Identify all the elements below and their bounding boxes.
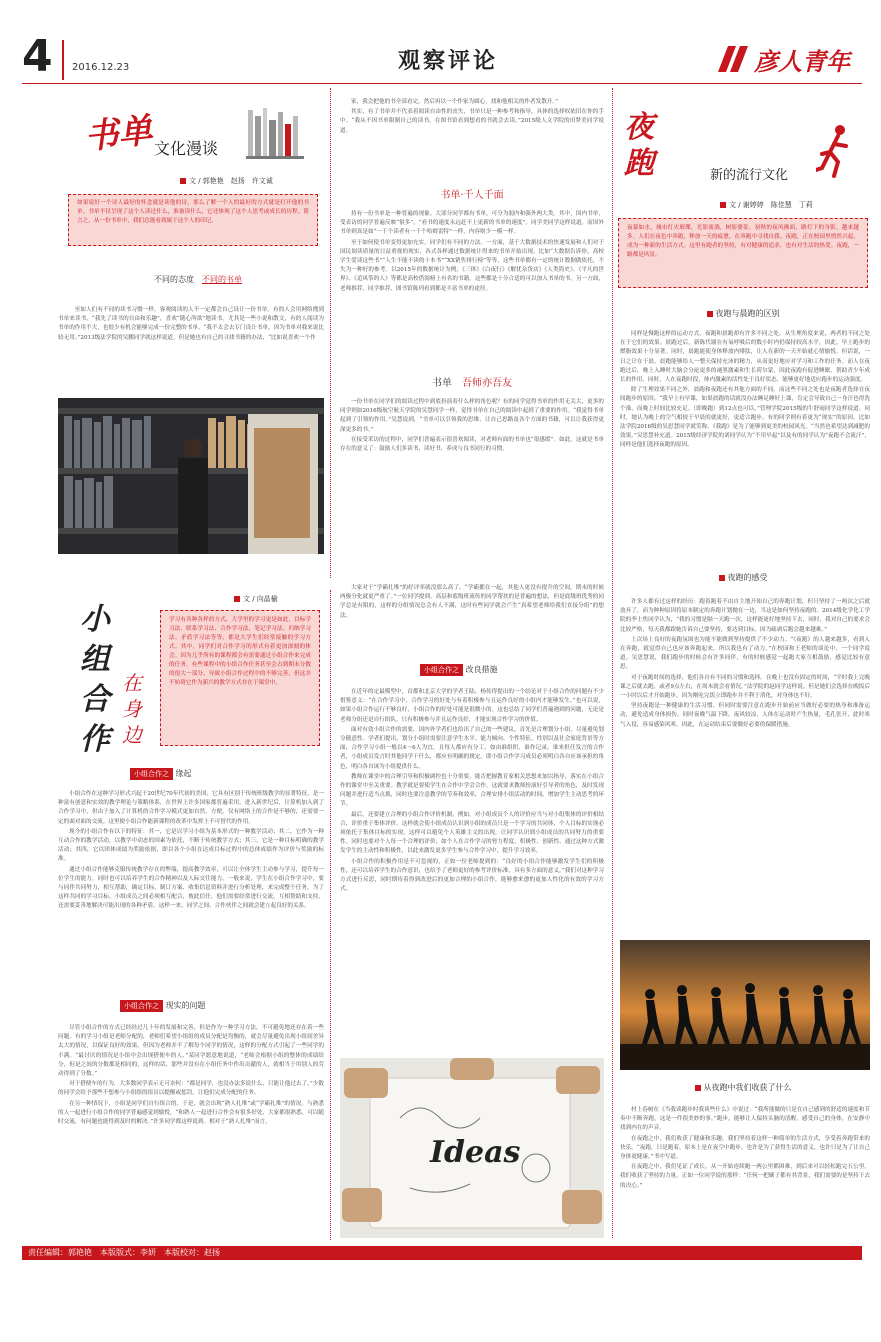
masthead-title: 彦人青年 bbox=[754, 47, 850, 76]
header-divider bbox=[62, 40, 64, 80]
books-body-1: 至如人们有不同的读书习惯一样，客观阅读的人不一定都会自己设计一份书单。有的人会用网络搜到书单来读书，“我先了读书的自由和乐趣”，喜欢“随心所欲”地读书。尤其是一些小说和散文，有的人阅读为书单的作用不大，也很少有机会能够完成一份完整的书单。“我不太会去专门设计书单，因为书单对我来说比较无用。”2013级法学院的吴鹏同学就这样说道。但是她也有自己的寻找书籍的办法，“比如说喜欢一个作 bbox=[58, 307, 324, 341]
footer-bar bbox=[22, 1246, 862, 1260]
heading-square-icon bbox=[719, 575, 725, 581]
group-intro-box bbox=[160, 610, 320, 746]
page-header bbox=[22, 31, 862, 84]
footer-credits: 责任编辑：郭艳艳 本版版式：李妍 本版校对：赵扬 bbox=[28, 1248, 220, 1257]
run-body-2: 许多人都有过这样的经历：跑着跑着不由自主地开始自己的奔跑计划，但只坚持了一两次之后就放弃了，而为种种原因将原本制定的奔跑计划抛在一边，当这是如何坚持夜跑的。2014级化学化工学院的李士焦同学认为，“我的习惯是隔一天跑一次，这样能更好地坚持下去，同时，我对自己的要求会比较严格，每天我都跟她告诉自己要坚持，要达到目标，因为疏剥后跑会越来越难。” 上次场上良好的夜跑氛围也为能不能做到坚持提供了不少动力。“《夜跑》的人越来越多，看到人在奔跑，就觉得自己也应该奔跑起来，所以我也有了动力。”在校园和王老师的谈论中，一个同学说道。吴思慧说，我们跑步的时候会有许多同伴，有的时候感觉一起跑大家互相鼓励，感觉比较有意思。 对于夜跑时间的选择，他们各自有不同的习惯和选择。在晚上也没有固定的时间，“平时我上完晚课之后就去跑，或者9点左右，在周末就会看情况。”法学院的赵同学这样说。但是她们会选择在晚饭后一小时以后才开始跑步，因为刚吃完饭立即跑步并不利于消化，对身体也不好。 坚持夜跑是一种健康的生活习惯。但同时需要注意在跑步开始前应当做好必要的热身和准备运动，避免造成身体损伤。同时夜晚气温下降，夜风较凉，人体在运动时产生热量，毛孔张开，此时寒气入侵，容易感染风寒。因此，在运动结束后要做好必要的保暖措施。 bbox=[620, 599, 870, 728]
books-heading-1: 不同的态度 不同的书单 bbox=[154, 275, 242, 284]
masthead bbox=[712, 40, 862, 74]
run-title-block bbox=[620, 108, 860, 208]
column-divider bbox=[330, 590, 331, 1240]
books-body-4: 一份书单在同学们的阅读过程中到底扮演着什么样的角色呢？有的同学觉得书单的作用无关大，更多的同学则如2016级航空航天学院的吴慧同学一样，觉得书单在自己的阅读中起到了重要的作用。“我觉得书单起到了引领的作用。”吴慧说到，“书单可以引领我的思维，让自己思路及各个方面的书籍，可以让我获得更深更多的书。” 在接受采访的过程中，同学们普遍表示很喜欢阅读，对老师有面的书单也“很感缓”。如此，这就是书单存在的意义了：鼓励人们多读书、读好书，养成与良书同行的习惯。 bbox=[340, 399, 604, 453]
books-stack-icon bbox=[246, 106, 306, 162]
books-intro: 如果说好一个诗人最好的怀念就是读他的诗，那么了解一个人的最好的方式就是打开他的书单。书单不仅呈现了这个人读过什么，准备读什么，它还体现了这个人思考或成长的历程。简言之，从一份书单中，我们总能看到属于这个人的印记。 bbox=[77, 200, 309, 224]
run-heading-3: 从夜跑中我们收获了什么 bbox=[618, 1082, 868, 1093]
group-heading-1: 小组合作之 缘起 bbox=[130, 768, 320, 780]
heading-square-icon bbox=[695, 1085, 701, 1091]
group-heading-tag: 小组合作之 bbox=[120, 1000, 163, 1012]
byline-square-icon bbox=[234, 596, 240, 602]
group-heading-tag: 小组合作之 bbox=[420, 664, 463, 676]
column-divider bbox=[612, 88, 613, 1238]
run-body-3: 村上春树在《当我谈跑步时我谈些什么》中说过：“我所能做的只是在自己感到的舒适的速度和节奏中不断奔跑，这是一件很美妙的事。”跑步，能够让人保持头脑的清醒，感受自己的身体，在安静中找到内在的声音。 在夜跑之中，我们收获了健康和乐趣，我们坚持着这样一种简单的生活方式，享受着奔跑带来的快乐。“夜跑，只是跑着，原本上是在夜空中跑步。也许是为了获得生活的意义，也许只是为了让自己身体更健康。”书中写道。 在夜跑之中，我们见证了成长，从一开始连续跑一两公里都困难，到后来可以轻松跑完五公里，我们收获了坚持的力量。正如一位同学说的那样：“任何一把刷子都有其背景，我们需要的是坚持下去的决心。” bbox=[620, 1107, 870, 1189]
section-title: 观察评论 bbox=[398, 49, 499, 74]
group-body-4: 在近年的定最模型中，首都和北京大学的学者王陆、杨传得提出的一个结论对于小组合作的问题有不少借鉴意义：“在合作学习中，合作学习的好处与有着积极参与且运作良好的小组内才能够发生。”也可以说，如果小组合作运行不够良好，小组合作的好处可能是很微小的。这也总结了同学们普遍遇到的问题，无论是老师分组还是自行组队，只有积极参与并且运作良好，才能实现合作学习的价值。 面对有效小组合作的需要，国内外学者们也给出了自己的一些建议。首先是合理划分小组，尽量避免划分随意性。学者们提出，划分小组时需要注意学生水平、能力倾向、个性特征、性别以及社会家庭背景等方面，合作学习小组一般以4～6人为宜，且每人都应有分工。如由谁组织、谁作记录，谁来担任发言的合作者，小组成员发言时其他同学干什么，都应有明确的规定，即小组合作学习成员必须明白各自应该承担的角色，明白各自该为小组提供什么。 教师在课堂中的合理引导和积极调控也十分重要。能否把握教育家相关思想来加以指导，落实在小组合作的课堂中至关重要。教学就是要使学生在合作中学会合作，这就要求教师扮演好引导者的角色，及时发现问题并进行适当点拨，同时也要注意教学的节奏和效率，合理安排小组活动的时间，增加学生主动思考的环节。 最后，还要建立合理的小组合作评价机制。例如，对小组成员个人的评价应当与对小组集体的评价相结合，评价重于集体评价。这样就会使小组成员认识到小组的成员只是一个学习的共同体，个人目标的实现必须依托于集体目标的实现。这样可以避免个人英雄主义的出现，让同学认识到小组成员的共同努力的重要性。同时也要对个人每一个合理的评价，如个人在合作学习的努力程度、积极性、创新性、通过这种方式激发学生的主动性和积极性，以此来激发更多学生参与合作学习中，提升学习效率。 小组合作的积极作用是不可忽视的，正如一位老师提到的：“良好的小组合作能够激发学生们的积极性，还可以培养学生的合作意识，也给予了老师更好的参考评价标准，具有多方面的意义。”我们对这种学习方式进行反思，同时期待着得到改进后的更加合理的小组合作，能够愈来愈的更加人性化的有效的学习方式。 bbox=[340, 689, 604, 893]
group-title-block bbox=[80, 600, 160, 770]
issue-date: 2016.12.23 bbox=[72, 62, 130, 73]
books-heading-2: 书单·千人千面 bbox=[440, 190, 504, 201]
group-title-art: 小组合作 bbox=[80, 602, 110, 757]
run-intro-box bbox=[618, 218, 868, 288]
books-body-2: 家，我会把他的书全部看完，然后再以一个作家为圆心，找和他相关的作者发散开。” 其实，有了书单并不代表着阅读自由性的丧失，书单只是一种参考和指导，具体的选择权依旧在你的手中。“我从不因书单限制自己的读书，在图书馆看到想看的书就会去读。”2015级人文学院的田梦美同学说道。 bbox=[340, 99, 604, 134]
group-heading-tag: 小组合作之 bbox=[130, 768, 173, 780]
ideas-photo bbox=[340, 1058, 604, 1238]
svg-text:Ideas: Ideas bbox=[430, 1135, 521, 1170]
run-title-art: 夜跑 bbox=[624, 110, 654, 181]
books-body-3: 持有一份书单是一种普遍的现象。大部分同学都有书单，可分为弱内和强外两大类。其中，国内书单，受表访的同学普遍反映“很多”，“看书的速度永远赶不上更新的书单的速度”。同学美同学这样说道。而国外书单则真是如“一千个读者有一千个哈姆雷特”一样，内容则少一模一样。 至于如何使书单变得更加充实，同学们有不同的方法。一方面，基于大数据技术的快速发展和人们对于国民阅读质量的日益重视的现实，各式各样通过数据统计得来的书单开始出现。比如“大数据告诉你，高校学生爱读这些书”“人生不能不读的十本书”“XX销售排行榜”等等。这些书单都有一定的统计数据做依托，不失为一种好的参考。以2015年的数据统计为例，《三体》《白夜行》《解忧杂货店》《人类简史》、《平凡的世界》、《追风筝的人》等都是高校借阅榜上有名的书籍。这些都是十分合适的可以加入书单的书。另一方面，老师推荐、同学推荐、图书馆陈列看到都是丰富书单的途径。 bbox=[340, 211, 604, 292]
run-heading-1: 夜跑与晨跑的区别 bbox=[618, 308, 868, 319]
books-heading-3: 书单 吾师亦吾友 bbox=[432, 378, 512, 389]
group-body-2: 尽管小组合作的方式已经经过几十年的发展和完善，但是作为一种学习方法，不可避免地还存在着一些问题。有的学习小组是老师分配的，老师们希望小组组的成员分配是均衡的，就会尽量避免出现小组间差异太大的情况，以保证良好的效果。但因为老师并不了解每个同学的情况，这样的分配方式引起了一些同学的不满。“最讨厌的情况是小组中会出现搭便车的人，”某同学愿意地说道，“老师会根据小组的整体的成绩给分，但是之间的分数都是相同的，这样的话，那些并没有在小组任务中作出贡献的人，就相当于用别人的劳动得到了分数。” 对于搭便车的行为，大多数同学表示无可奈何：“都是同学，也没办法多说什么，只能让他过去了。”少数的同学会给予那些不想参与小组组的组员以提醒或惩罚，让他们完成分配的任务。 在另一种情况下，小组是同学们自行组合的。于是，就会出现“熟人扎堆”或“学霸扎堆”的情况。与熟悉的人一起进行小组合作的同学普遍感觉到愉悦，“和熟人一起进行合作会有很多好处，大家都很熟悉，可以随时交流，有问题也能得到及时的解决。”许多同学都这样说到。相对于“熟人扎堆”而言， bbox=[58, 1025, 324, 1126]
group-byline-text: 文 / 向晶榆 bbox=[243, 595, 278, 603]
run-body-1: 同样是慢跑这样的运动方式，夜跑和晨跑却有许多不同之处。从生理角度来说，两者的不同之处在于它们的效果。晨跑过后，新陈代谢在有氧呼吸后的数小时内仍保持较高水平，因此，早上跑步的燃脂效果十分显著。同时，晨跑能使身体释放内啡肽，让人在新的一天开始就心情愉悦。但话说，一日之计在于晨，晨跑能够给人一整天保持充沛的精力，从而更好地应对学习和工作的任务。而人在夜跑过后，晚上入睡时大脑会分泌更多的褪黑激素和生长荷尔蒙，因此夜跑有促进睡眠、帮助青少年成长的作用。同时，人在夜跑时段，体内激素的活性处于良好状态，能够更好地适应跑步的运动强度。 除了生理效果不同之外，晨跑和夜跑还有其他方面的不同。而这些不同之处也是夜跑者选择在夜间跑步的原因。“我早上有早课，如果晨跑的话就没办法睡足睡好上课，肯定会导致自己一身汗也得洗个澡，而晚上时间比较充足。（即晚跑）到12点也可以。”管理学院2015级的牛舒雨同学这样说道。同时，她认为晚上的空气相较于早晨的就更好，更适合跑步。有的同学则有着更为“现实”的原因。比如法学院2016级的吴思慧同学就笑称，《我跑》是为了能够到更美的校园风光。“当然也希望达到减肥的效果。”吴思慧补充道。2015级经济学院的刘同学认为“不用早起”以及有的同学认为“夜跑不会流汗”，同样是他们选择夜跑的原因。 bbox=[620, 331, 870, 449]
run-title-sub: 新的流行文化 bbox=[710, 168, 789, 183]
byline-square-icon bbox=[180, 178, 186, 184]
books-byline bbox=[180, 176, 273, 186]
runner-icon bbox=[816, 124, 856, 178]
group-heading-3: 小组合作之 改良措施 bbox=[420, 664, 610, 676]
page-number: 4 bbox=[22, 31, 53, 82]
run-intro: 夜幕如水，城市灯火璀璨，光影流淌，树影婆娑。初秋的夜风拂面，路灯下的身影，越来越多。人们在夜色中奔跑，释放一天的疲惫，在奔跑中寻找自我。夜跑，正在校园里悄然兴起，成为一种新的生活方式。这里有跑者的坚持，有对健康的追求，也有对生活的热爱。夜跑，一路都是风景。 bbox=[627, 225, 859, 258]
header-rule bbox=[22, 83, 862, 84]
group-body-1: 小组合作在这种学习形式兴起于20世纪70年代初的美国，它具有区别于传统班级教学的显著特征，是一种富有创意和实效的教学理论与策略体系，在世界上许多国家都普遍采用。进入新世纪后，计算机加入到了合作学习中，但由于加入了计算机的合作学习模式更加自然、方便，仅有网络上的合作是不够的，还需要一定的面对面的交流。这里便小组合作能新课程的改革中发挥上不可替代的作用。 现今的小组合作有以下的特征：其一，它是以学习小组为基本形式的一种教学活动；其二，它作为一种互动合作的教学活动，以教学中动态的因素为依托，不断于传统教学方式；其三，它是一种目标明确的教学活动；其四，它以团体成绩为奖励依据，即以各个小组在达成目标过程中的总体成绩作为评价与奖励的标准。 通过小组合作能够克服传统教学存在的弊端，提高教学效率，可以让全体学生主动参与学习，提升每一位学生的能力，同时也可以培养学生的合作精神以及人际交往能力。一般来说，学生在小组合作学习中，要与同伴共同努力，相互帮助，确定目标，制订方案、收集信息资料并进行分析处理、来完成整个任务，为了这样共同的学习目标，小组成员之间必须相互配合，彼此信任，他们需要经常进行交流，互相帮助和支持，还需要妥善地解决可能出现的各种矛盾。这样一来，同学之间、合作伙伴之间就会建立起良好的关系。 bbox=[58, 791, 324, 910]
heading-square-icon bbox=[707, 311, 713, 317]
group-body-3: 大家对于“学霸扎堆”的好评率就没那么高了。“学霸都在一起，其他人更没有提升的空间，期末的时候两极分化就更严重了。”一位同学提到。高层和底级班流传的同学帮扶的是普遍的想法，但是底级班优秀的同学总是有限的，这样的分组情况总会有人不满，这时有些同学就会产生“真希望老师给我们直接分组”的想法。 bbox=[340, 585, 604, 619]
books-byline-text: 文 / 郭艳艳 赵扬 许文诚 bbox=[189, 177, 273, 185]
group-intro: 学习有各种各样的方式，大学里的学习更是如此，目标学习法、联系学习法、合作学习法、笔记学习法、归纳学习法、矛盾学习法等等，都是大学生们经常接触的学习方式。其中，同学们对合作学习的形式有着更加深刻的体会。因为几乎所有的课程都会有需要通过小组合作来完成的任务，有些课程中的小组合作任务甚至会占到期末分数的很大一部分。导致小组合作过程中的不够完善，但这并不妨碍它作为新兴的教学方式存在于课堂中。 bbox=[169, 617, 311, 686]
books-title-block bbox=[70, 100, 310, 180]
column-divider bbox=[330, 88, 331, 578]
run-heading-2: 夜跑的感受 bbox=[618, 572, 868, 583]
books-title-sub: 文化漫谈 bbox=[154, 139, 219, 158]
books-title-art: 书单 bbox=[82, 110, 155, 158]
run-byline bbox=[720, 200, 813, 210]
group-byline bbox=[234, 594, 278, 604]
run-byline-text: 文 / 谢婷婷 陈佳慧 丁莉 bbox=[729, 201, 813, 209]
books-photo bbox=[58, 398, 324, 554]
books-intro-box bbox=[68, 194, 318, 246]
group-heading-2: 小组合作之 现实的问题 bbox=[120, 1000, 320, 1012]
masthead-logo-icon bbox=[712, 46, 752, 72]
group-title-sub: 在身边 bbox=[122, 671, 142, 747]
runners-photo bbox=[620, 940, 870, 1070]
byline-square-icon bbox=[720, 202, 726, 208]
